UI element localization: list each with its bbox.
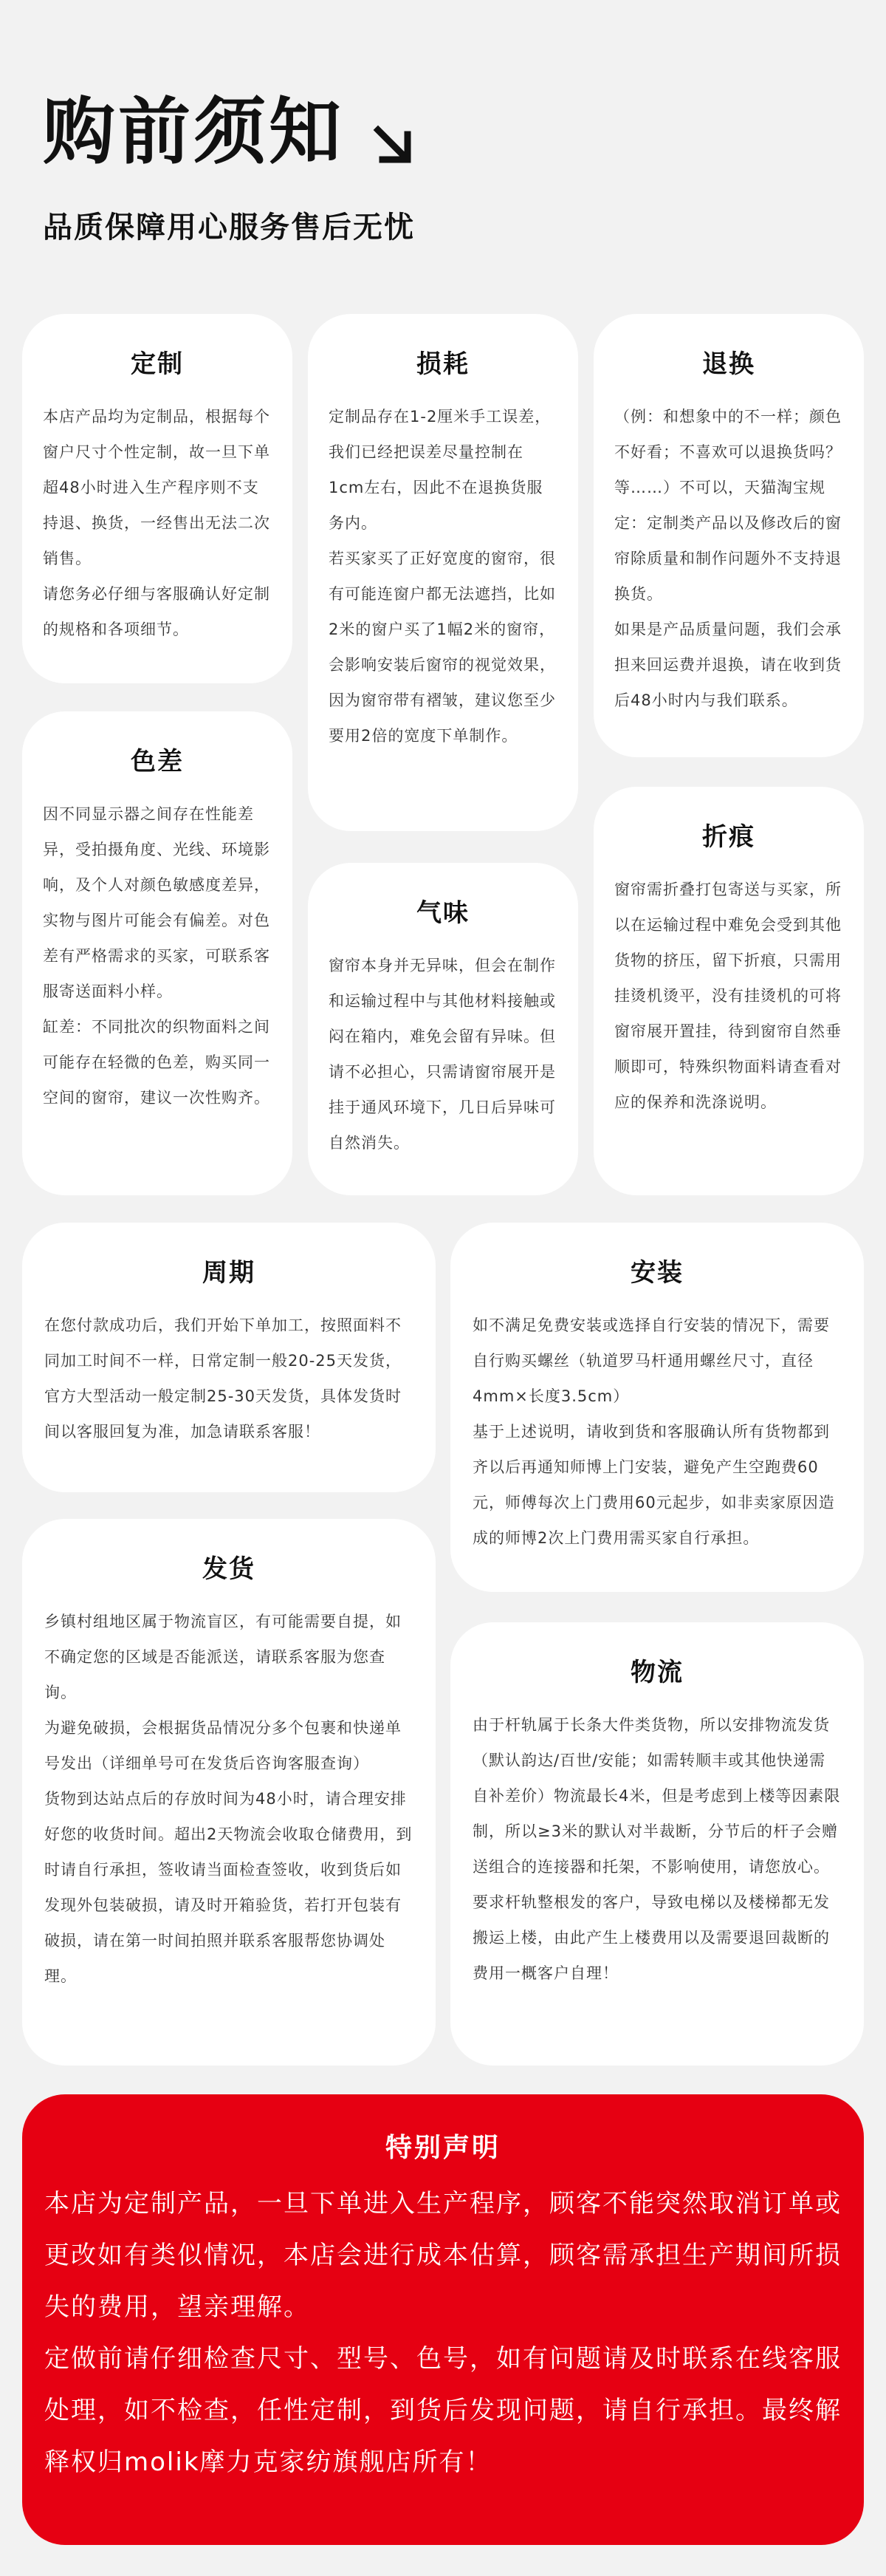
card-text: 因不同显示器之间存在性能差异，受拍摄角度、光线、环境影响，及个人对颜色敏感度差异，实物与图片可能会有偏差。对色差有严格需求的买家，可联系客服寄送面料小样。 bbox=[43, 805, 270, 1000]
card-color bbox=[22, 711, 292, 1195]
card-text: 窗帘本身并无异味，但会在制作和运输过程中与其他材料接触或闷在箱内，难免会留有异味。但请不必担心，只需请窗帘展开是挂于通风环境下，几日后异味可自然消失。 bbox=[329, 957, 556, 1152]
card-shipping bbox=[22, 1519, 436, 2066]
card-text: 定制品存在1-2厘米手工误差，我们已经把误差尽量控制在1cm左右，因此不在退换货服务内。 bbox=[329, 408, 552, 532]
card-text: 窗帘需折叠打包寄送与买家，所以在运输过程中难免会受到其他货物的挤压，留下折痕，只需用挂烫机烫平，没有挂烫机的可将窗帘展开置挂，待到窗帘自然垂顺即可，特殊织物面料请查看对应的保养和洗涤说明。 bbox=[614, 881, 842, 1111]
card-text: 若买家买了正好宽度的窗帘，很有可能连窗户都无法遮挡，比如2米的窗户买了1幅2米的窗帘，会影响安装后窗帘的视觉效果，因为窗帘带有褶皱，建议您至少要用2倍的宽度下单制作。 bbox=[329, 550, 556, 745]
card-text: 本店产品均为定制品，根据每个窗户尺寸个性定制，故一旦下单超48小时进入生产程序则不支持退、换货，一经售出无法二次销售。 bbox=[43, 408, 270, 567]
card-smell bbox=[308, 863, 578, 1195]
card-text: 如果是产品质量问题，我们会承担来回运费并退换，请在收到货后48小时内与我们联系。 bbox=[614, 621, 842, 709]
card-text: 请您务必仔细与客服确认好定制的规格和各项细节。 bbox=[43, 585, 270, 638]
card-title: 色差 bbox=[131, 747, 184, 776]
card-title: 损耗 bbox=[416, 349, 470, 379]
card-title: 物流 bbox=[631, 1658, 684, 1687]
page-subtitle: 品质保障用心服务售后无忧 bbox=[43, 211, 415, 245]
notice-text: 本店为定制产品，一旦下单进入生产程序，顾客不能突然取消订单或更改如有类似情况，本店会进行成本估算，顾客需承担生产期间所损失的费用，望亲理解。 bbox=[44, 2189, 842, 2322]
card-text: 乡镇村组地区属于物流盲区，有可能需要自提，如不确定您的区域是否能派送，请联系客服为您查询。 bbox=[44, 1613, 402, 1701]
card-title: 定制 bbox=[131, 349, 184, 379]
special-notice bbox=[22, 2094, 864, 2545]
card-text: （例：和想象中的不一样；颜色不好看；不喜欢可以退换货吗？等……）不可以，天猫淘宝规定：定制类产品以及修改后的窗帘除质量和制作问题外不支持退换货。 bbox=[614, 408, 842, 603]
card-text: 要求杆轨整根发的客户，导致电梯以及楼梯都无发搬运上楼，由此产生上楼费用以及需要退回裁断的费用一概客户自理！ bbox=[473, 1893, 830, 1982]
card-title: 安装 bbox=[631, 1258, 684, 1288]
card-text: 在您付款成功后，我们开始下单加工，按照面料不同加工时间不一样，日常定制一般20-25天发货，官方大型活动一般定制25-30天发货，具体发货时间以客服回复为准，加急请联系客服！ bbox=[44, 1316, 402, 1441]
card-text: 基于上述说明，请收到货和客服确认所有货物都到齐以后再通知师博上门安装，避免产生空跑费60元，师傅每次上门费用60元起步，如非卖家原因造成的师博2次上门费用需买家自行承担。 bbox=[473, 1423, 835, 1547]
card-title: 折痕 bbox=[702, 822, 755, 852]
card-logistics bbox=[450, 1622, 864, 2066]
card-text: 如不满足免费安装或选择自行安装的情况下，需要自行购买螺丝（轨道罗马杆通用螺丝尺寸，直径4mm×长度3.5cm） bbox=[473, 1316, 830, 1405]
card-title: 退换 bbox=[702, 349, 755, 379]
card-crease bbox=[594, 787, 864, 1195]
card-period bbox=[22, 1223, 436, 1492]
card-text: 由于杆轨属于长条大件类货物，所以安排物流发货（默认韵达/百世/安能；如需转顺丰或其他快递需自补差价）物流最长4米，但是考虑到上楼等因素限制，所以≥3米的默认对半裁断，分节后的杆子会赠送组合的连接器和托架，不影响使用，请您放心。 bbox=[473, 1716, 841, 1876]
card-loss bbox=[308, 314, 578, 831]
title-row bbox=[43, 90, 855, 174]
page-title: 购前须知 bbox=[43, 90, 345, 174]
card-title: 周期 bbox=[202, 1258, 255, 1288]
card-text: 货物到达站点后的存放时间为48小时，请合理安排好您的收货时间。超出2天物流会收取仓储费用，到时请自行承担，签收请当面检查签收，收到货后如发现外包装破损，请及时开箱验货，若打开包装有破损，请在第一时间拍照并联系客服帮您协调处理。 bbox=[44, 1790, 413, 1985]
card-title: 发货 bbox=[202, 1554, 255, 1584]
card-title: 气味 bbox=[416, 898, 470, 928]
header bbox=[43, 90, 855, 246]
notice-title: 特别声明 bbox=[385, 2133, 501, 2163]
card-text: 缸差：不同批次的织物面料之间可能存在轻微的色差，购买同一空间的窗帘，建议一次性购齐。 bbox=[43, 1018, 270, 1107]
card-text: 为避免破损，会根据货品情况分多个包裹和快递单号发出（详细单号可在发货后咨询客服查询） bbox=[44, 1719, 402, 1772]
card-return bbox=[594, 314, 864, 757]
card-custom bbox=[22, 314, 292, 683]
notice-text: 定做前请仔细检查尺寸、型号、色号，如有问题请及时联系在线客服处理，如不检查，任性定制，到货后发现问题，请自行承担。最终解释权归molik摩力克家纺旗舰店所有！ bbox=[44, 2344, 842, 2477]
card-install bbox=[450, 1223, 864, 1592]
arrow-down-right-icon bbox=[371, 123, 415, 167]
